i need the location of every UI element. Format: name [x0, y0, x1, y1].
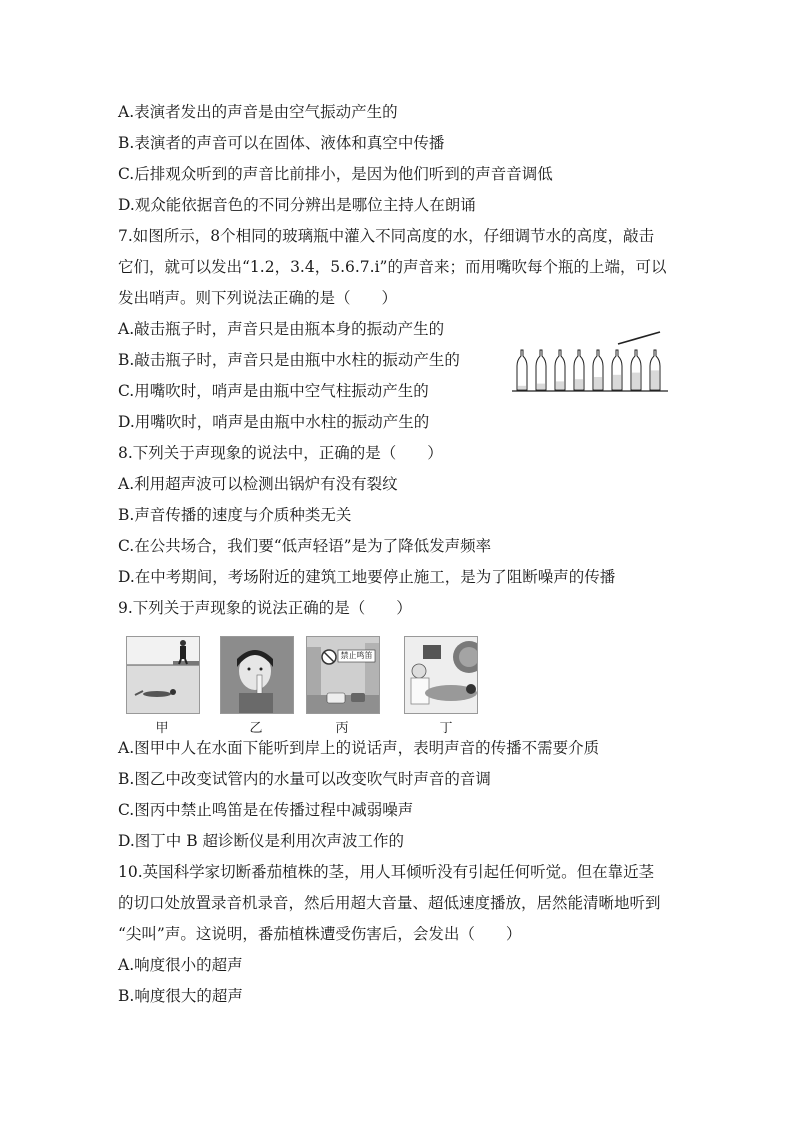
q7-stem-line-1: 7.如图所示，8个相同的玻璃瓶中灌入不同高度的水，仔细调节水的高度，敲击: [118, 227, 655, 245]
q8-option-b: B.声音传播的速度与介质种类无关: [118, 506, 352, 524]
q8-option-c: C.在公共场合，我们要“低声轻语”是为了降低发声频率: [118, 537, 492, 555]
q6-option-a: A.表演者发出的声音是由空气振动产生的: [118, 103, 398, 121]
glass-bottle: [593, 350, 603, 390]
q10-stem-line-3: “尖叫”声。这说明，番茄植株遭受伤害后，会发出（ ）: [118, 925, 522, 943]
glass-bottle: [574, 350, 584, 390]
q10-option-b: B.响度很大的超声: [118, 987, 243, 1005]
water-column: [613, 375, 621, 389]
q7-stem-line-2: 它们，就可以发出“1.2，3.4，5.6.7.i”的声音来；而用嘴吹每个瓶的上端，可以: [118, 258, 667, 276]
water-column: [632, 373, 640, 389]
water-column: [575, 379, 583, 389]
q8-option-a: A.利用超声波可以检测出锅炉有没有裂纹: [118, 475, 398, 493]
q10-stem-line-2: 的切口处放置录音机录音，然后用超大音量、超低速度播放，居然能清晰地听到: [118, 894, 661, 912]
q7-stem-line-3: 发出哨声。则下列说法正确的是（ ）: [118, 289, 398, 307]
bottle-group: [517, 350, 660, 390]
photo-label-yi: 乙: [249, 721, 263, 736]
q9-option-c: C.图丙中禁止鸣笛是在传播过程中减弱噪声: [118, 801, 414, 819]
q10-option-a: A.响度很小的超声: [118, 956, 243, 974]
glass-bottle: [612, 350, 622, 390]
water-column: [537, 384, 545, 389]
q6-option-c: C.后排观众听到的声音比前排小，是因为他们听到的声音音调低: [118, 165, 553, 183]
water-column: [556, 381, 564, 389]
water-column: [518, 386, 526, 389]
water-column: [594, 377, 602, 389]
q7-option-a: A.敲击瓶子时，声音只是由瓶本身的振动产生的: [118, 320, 445, 338]
photo-yi: [220, 636, 294, 714]
glass-bottle: [536, 350, 546, 390]
q9-stem: 9.下列关于声现象的说法正确的是（ ）: [118, 599, 412, 617]
photo-bing: [306, 636, 380, 714]
q8-stem: 8.下列关于声现象的说法中，正确的是（ ）: [118, 444, 443, 462]
photo-label-jia: 甲: [155, 721, 169, 736]
q8-option-d: D.在中考期间，考场附近的建筑工地要停止施工，是为了阻断噪声的传播: [118, 568, 616, 586]
q9-option-d: D.图丁中 B 超诊断仪是利用次声波工作的: [118, 832, 405, 850]
glass-bottle: [517, 350, 527, 390]
glass-bottle: [650, 350, 660, 390]
bottles-figure: [510, 330, 670, 394]
striking-stick: [618, 332, 660, 344]
sign-text: 禁止鸣笛: [340, 651, 373, 660]
q10-stem-line-1: 10.英国科学家切断番茄植株的茎，用人耳倾听没有引起任何听觉。但在靠近茎: [118, 863, 655, 881]
photo-ding: [404, 636, 478, 714]
q9-option-a: A.图甲中人在水面下能听到岸上的说话声，表明声音的传播不需要介质: [118, 739, 600, 757]
q6-option-d: D.观众能依据音色的不同分辨出是哪位主持人在朗诵: [118, 196, 476, 214]
q6-option-b: B.表演者的声音可以在固体、液体和真空中传播: [118, 134, 445, 152]
glass-bottle: [555, 350, 565, 390]
q9-photo-row: [126, 636, 496, 736]
q7-option-d: D.用嘴吹时，哨声是由瓶中水柱的振动产生的: [118, 413, 430, 431]
photo-label-ding: 丁: [439, 721, 453, 736]
photo-jia: [126, 636, 200, 714]
photo-label-bing: 丙: [335, 721, 349, 736]
q7-option-b: B.敲击瓶子时，声音只是由瓶中水柱的振动产生的: [118, 351, 460, 369]
glass-bottle: [631, 350, 641, 390]
q7-option-c: C.用嘴吹时，哨声是由瓶中空气柱振动产生的: [118, 382, 429, 400]
q9-option-b: B.图乙中改变试管内的水量可以改变吹气时声音的音调: [118, 770, 491, 788]
water-column: [651, 370, 659, 389]
